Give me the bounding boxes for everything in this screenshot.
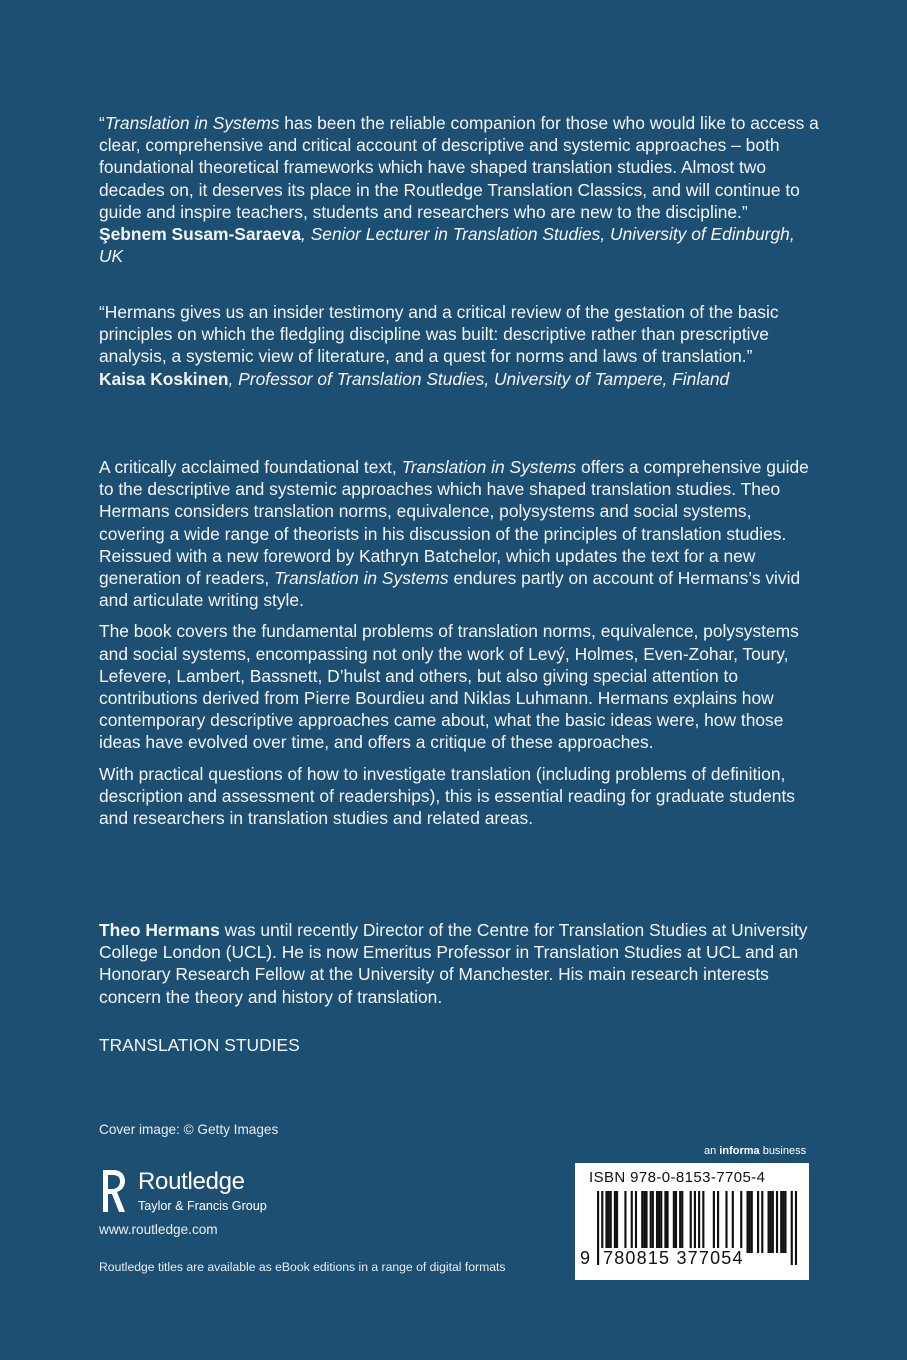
- barcode-bar: [757, 1191, 759, 1253]
- publisher-website: www.routledge.com: [99, 1222, 218, 1237]
- barcode-bar: [772, 1191, 774, 1253]
- ean-digits: 780815 377054: [603, 1248, 744, 1268]
- informa-business-label: an informa business: [704, 1145, 807, 1157]
- subject-category: TRANSLATION STUDIES: [99, 1035, 300, 1055]
- publisher-group: Taylor & Francis Group: [138, 1199, 267, 1213]
- book-description: [99, 456, 819, 838]
- barcode-bar: [645, 1191, 647, 1253]
- vertical-mark: ROUTLEDGE: [95, 1182, 101, 1214]
- routledge-r-icon: [97, 1166, 129, 1216]
- barcode-bar: [717, 1191, 719, 1253]
- barcode-bar: [597, 1191, 599, 1265]
- barcode-bar: [782, 1191, 784, 1253]
- barcode-bar: [690, 1191, 692, 1253]
- barcode-bar: [610, 1191, 612, 1253]
- description-paragraph-2: The book covers the fundamental problems of translation norms, equivalence, polysystems and social systems, encompassing not only the work of Levý, Holmes, Even-Zohar, Toury, Lefevere, Lambert, Bassnett, D’hulst and others, but also giving special attention to contributions derived from Pierre Bourdieu and Niklas Luhmann. Hermans explains how contemporary descriptive approaches came about, what the basic ideas were, how those ideas have evolved over time, and offers a critique of these approaches.: [99, 621, 799, 753]
- author-name: Theo Hermans: [99, 920, 220, 940]
- barcode-bar: [660, 1191, 662, 1253]
- barcode-bar: [776, 1191, 778, 1253]
- isbn-barcode: [575, 1163, 809, 1280]
- barcode-bar: [635, 1191, 637, 1253]
- barcode-bar: [658, 1191, 660, 1253]
- barcode-bar: [746, 1191, 748, 1253]
- barcode-bar: [784, 1191, 786, 1253]
- barcode-bar: [681, 1191, 683, 1253]
- reviewer-name: Kaisa Koskinen: [99, 368, 229, 389]
- barcode-bar: [608, 1191, 610, 1253]
- barcode-bar: [631, 1191, 633, 1253]
- ean-first-digit: 9: [580, 1248, 591, 1268]
- barcode-bar: [666, 1191, 668, 1253]
- barcode-bar: [749, 1191, 751, 1253]
- barcode-bar: [725, 1191, 727, 1253]
- barcode-bar: [713, 1191, 715, 1253]
- description-paragraph-3: With practical questions of how to investigate translation (including problems of definition, description and assessment of readerships), this is essential reading for graduate students and researchers in translation studies and related areas.: [99, 763, 796, 829]
- barcode-bar: [791, 1191, 793, 1265]
- barcode-bar: [702, 1191, 704, 1253]
- reviewer-affiliation: , Professor of Translation Studies, University of Tampere, Finland: [228, 368, 730, 389]
- barcode-bar: [643, 1191, 645, 1253]
- barcode-bar: [616, 1191, 618, 1253]
- barcode-bar: [770, 1191, 772, 1253]
- barcode-bar: [650, 1191, 652, 1253]
- barcode-bar: [641, 1191, 643, 1253]
- barcode-bar: [664, 1191, 666, 1253]
- barcode-bar: [751, 1191, 753, 1253]
- description-paragraph-1: A critically acclaimed foundational text, Translation in Systems offers a comprehensive guide to the descriptive and systemic approaches which have shaped translation studies. Theo Hermans considers translation norms, equivalence, polysystems and social systems, covering a wide range of theorists in his discussion of the principles of translation studies. Reissued with a new foreword by Kathryn Batchelor, which updates the text for a new generation of readers, Translation in Systems endures partly on account of Hermans’s vivid and articulate writing style.: [99, 457, 809, 611]
- book-title: Translation in Systems: [104, 113, 280, 133]
- barcode-bar: [652, 1191, 654, 1253]
- barcode-bar: [795, 1191, 797, 1265]
- barcode-bar: [673, 1191, 675, 1253]
- routledge-logo: [97, 1166, 297, 1218]
- review-quote-1: “Translation in Systems has been the reliable companion for those who would like to access a clear, comprehensive and critical account of descriptive and systemic approaches – both foundational theoretical frameworks which have shaped translation studies. Almost two decades on, it deserves its place in the Routledge Translation Classics, and will continue to guide and inspire teachers, students and researchers who are new to the discipline.” Şebnem Susam-Saraeva, Senior Lecturer in Translation Studies, University of Edinburgh, UK: [99, 113, 819, 267]
- barcode-bar: [768, 1191, 770, 1253]
- reviewer-affiliation: , Senior Lecturer in Translation Studies, University of Edinburgh, UK: [99, 224, 795, 267]
- isbn-label: ISBN 978-0-8153-7705-4: [589, 1169, 766, 1186]
- barcode-bar: [761, 1191, 763, 1253]
- barcode-bar: [675, 1191, 677, 1253]
- review-quote-2: “Hermans gives us an insider testimony and a critical review of the gestation of the basic principles on which the fledgling discipline was built: descriptive rather than prescriptive analysis, a systemic view of literature, and a quest for norms and laws of translation.” Kaisa Koskinen, Professor of Translation Studies, University of Tampere, Finland: [99, 302, 779, 389]
- ebook-note: Routledge titles are available as eBook editions in a range of digital formats: [99, 1260, 506, 1274]
- barcode-bar: [656, 1191, 658, 1253]
- barcode-bar: [740, 1191, 742, 1253]
- barcode-bar: [679, 1191, 681, 1253]
- cover-credit: Cover image: © Getty Images: [99, 1122, 279, 1137]
- barcode-bar: [624, 1191, 626, 1253]
- barcode-bar: [605, 1191, 607, 1253]
- barcode-bar: [614, 1191, 616, 1253]
- barcode-bar: [780, 1191, 782, 1253]
- publisher-name: Routledge: [138, 1168, 245, 1195]
- reviewer-name: Şebnem Susam-Saraeva: [99, 224, 302, 245]
- author-bio: Theo Hermans was until recently Director of the Centre for Translation Studies at University College London (UCL). He is now Emeritus Professor in Translation Studies at UCL and an Honorary Research Fellow at the University of Manchester. His main research interests concern the theory and history of translation.: [99, 920, 808, 1007]
- barcode-bar: [732, 1191, 734, 1253]
